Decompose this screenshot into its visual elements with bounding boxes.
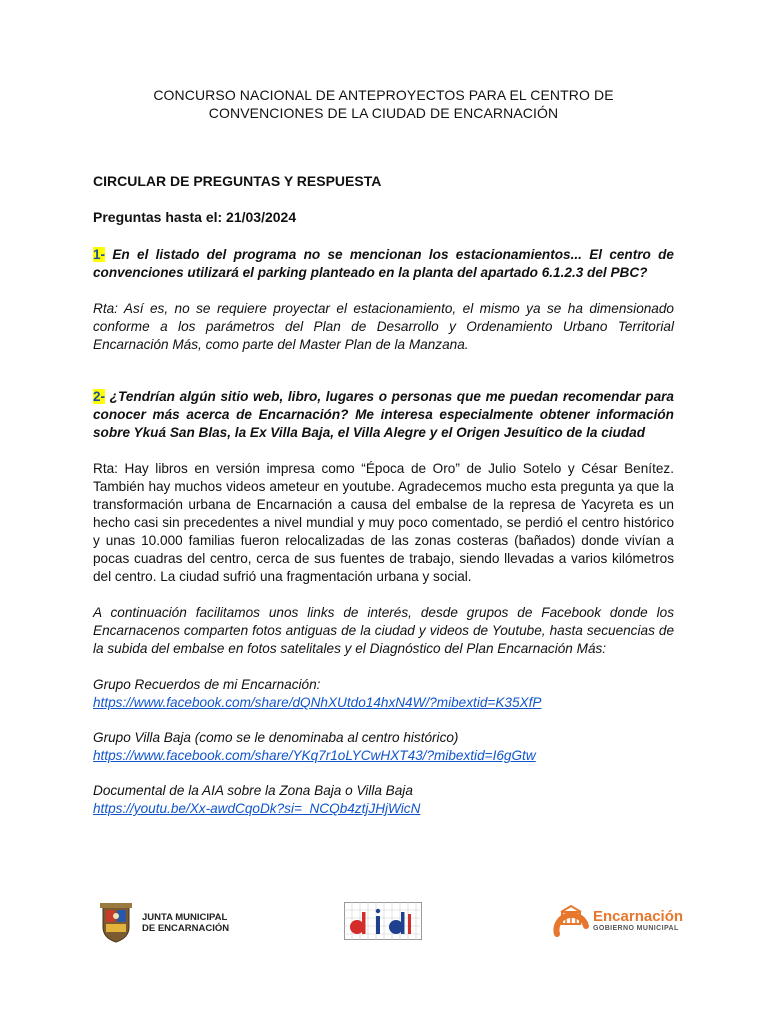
answer-2: Rta: Hay libros en versión impresa como “Época de Oro” de Julio Sotelo y César Benítez. También hay muchos videos ameteur en youtube. Agradecemos mucho esta pregunta ya que la transformación urbana de Encarnación a causa del embalse de la represa de Yacyreta es un hecho casi sin precedentes a nivel mundial y muy poco comentado, se perdió el centro histórico y unas 10.000 familias fueron relocalizadas de las zonas costeras (bañados) donde vivían a pocas cuadras del centro, cerca de sus fuentes de trabajo, siendo llevadas a varios kilómetros del centro. La ciudad sufrió una fragmentación urbana y social.: [93, 461, 674, 584]
circular-heading: CIRCULAR DE PREGUNTAS Y RESPUESTA: [93, 173, 382, 189]
youtube-documental-link[interactable]: https://youtu.be/Xx-awdCqoDk?si=_NCQb4ztjJHjWicN: [93, 801, 421, 816]
encarnacion-subtitle: GOBIERNO MUNICIPAL: [593, 924, 679, 932]
question-2-number: 2-: [93, 389, 106, 404]
coat-of-arms-icon: [100, 903, 132, 943]
question-2-text: ¿Tendrían algún sitio web, libro, lugares o personas que me puedan recomendar para conocer más acerca de Encarnación? Me interesa especialmente obtener información sobre Ykuá San Blas, la Ex Villa Baja, el Villa Alegre y el Origen Jesuítico de la ciudad: [93, 389, 674, 440]
encarnacion-name: Encarnación: [593, 907, 684, 925]
document-title: [93, 86, 674, 122]
document-body: [93, 86, 674, 835]
title-line-1: CONCURSO NACIONAL DE ANTEPROYECTOS PARA EL CENTRO DE: [153, 87, 614, 103]
questions-deadline: Preguntas hasta el: 21/03/2024: [93, 209, 297, 225]
junta-line-2: DE ENCARNACIÓN: [142, 923, 230, 934]
links-intro: A continuación facilitamos unos links de interés, desde grupos de Facebook donde los Encarnacenos comparten fotos antiguas de la ciudad y videos de Youtube, hasta secuencias de la subida del embalse en fotos satelitales y el Diagnóstico del Plan Encarnación Más:: [93, 605, 674, 656]
encarnacion-logo: [553, 900, 683, 940]
link-label: Grupo Villa Baja (como se le denominaba al centro histórico): [93, 730, 459, 745]
facebook-villa-baja-link[interactable]: https://www.facebook.com/share/YKq7r1oLYCwHXT43/?mibextid=I6gGtw: [93, 748, 536, 763]
question-2: [93, 388, 674, 442]
junta-municipal-logo: [100, 903, 229, 943]
facebook-recuerdos-link[interactable]: https://www.facebook.com/share/dQNhXUtdo14hxN4W/?mibextid=K35XfP: [93, 695, 542, 710]
question-1-text: En el listado del programa no se mencionan los estacionamientos... El centro de convenciones utilizará el parking planteado en la planta del apartado 6.1.2.3 del PBC?: [93, 247, 674, 280]
question-1-number: 1-: [93, 247, 106, 262]
link-label: Documental de la AIA sobre la Zona Baja o Villa Baja: [93, 783, 413, 798]
question-1: [93, 246, 674, 282]
aia-logo-icon: [344, 902, 422, 940]
link-item: [93, 782, 674, 818]
aia-logo: [344, 902, 422, 945]
title-line-2: CONVENCIONES DE LA CIUDAD DE ENCARNACIÓN: [208, 105, 559, 121]
encarnacion-emblem-icon: [553, 900, 589, 940]
answer-1: Rta: Así es, no se requiere proyectar el estacionamiento, el mismo ya se ha dimensionado conforme a los parámetros del Plan de Desarrollo y Ordenamiento Urbano Territorial Encarnación Más, como parte del Master Plan de la Manzana.: [93, 301, 674, 352]
footer-logos: [0, 898, 768, 948]
junta-line-1: JUNTA MUNICIPAL: [142, 912, 228, 923]
link-item: [93, 676, 674, 712]
link-label: Grupo Recuerdos de mi Encarnación:: [93, 677, 321, 692]
link-item: [93, 729, 674, 765]
